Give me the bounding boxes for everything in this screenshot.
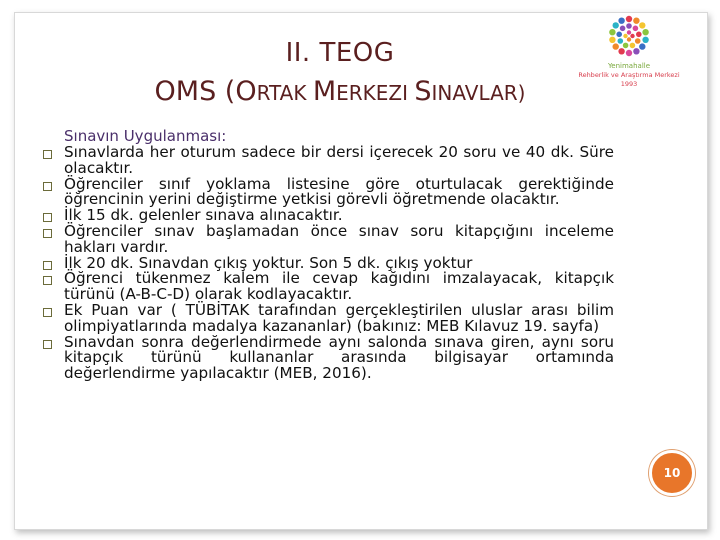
logo-dot <box>626 16 632 22</box>
title-oms: OMS (O <box>154 76 257 107</box>
logo-dot <box>626 23 632 29</box>
title-rtak: RTAK <box>256 81 313 105</box>
logo-dot <box>623 34 627 38</box>
logo-dot <box>633 18 639 24</box>
bullet-item: Öğrenciler sınıf yoklama listesine göre oturtulacak gerektiğinde öğrencinin yerini değiştirme yetkisi görevli öğretmende olacaktır. <box>40 177 614 209</box>
logo-dot <box>642 29 648 35</box>
logo-dot <box>609 37 615 43</box>
page-number-badge: 10 <box>649 450 695 496</box>
logo-dot <box>642 37 648 43</box>
logo-dot <box>613 43 619 49</box>
logo-dot <box>639 22 645 28</box>
title-erkezi: ERKEZI <box>336 81 415 105</box>
title-s: S <box>414 76 432 107</box>
bullet-item: Öğrenciler sınav başlamadan önce sınav soru kitapçığını inceleme hakları vardır. <box>40 224 614 256</box>
logo-dot <box>609 29 615 35</box>
bullet-item: Ek Puan var ( TÜBİTAK tarafından gerçekleştirilen uluslar arası bilim olimpiyatlarında madalya kazananlar) (bakınız: MEB Kılavuz 19. sayfa) <box>40 303 614 335</box>
square-bullet-icon <box>43 182 52 191</box>
logo-dot <box>633 26 639 32</box>
slide-title-line2 <box>70 76 610 107</box>
square-bullet-icon <box>43 150 52 159</box>
logo-dot <box>618 18 624 24</box>
title-m: M <box>312 76 337 107</box>
square-bullet-icon <box>43 229 52 238</box>
logo-dots-icon <box>609 16 649 56</box>
square-bullet-icon <box>43 276 52 285</box>
logo-dot <box>633 48 639 54</box>
logo-dot <box>627 30 631 34</box>
bullet-item: İlk 20 dk. Sınavdan çıkış yoktur. Son 5 dk. çıkış yoktur <box>40 256 614 272</box>
logo-dot <box>627 37 631 41</box>
logo-dot <box>623 43 629 49</box>
square-bullet-icon <box>43 261 52 270</box>
logo-text-line3: 1993 <box>620 80 638 88</box>
slide-content <box>40 127 614 382</box>
logo-dot <box>618 48 624 54</box>
subheading: Sınavın Uygulanması: <box>64 127 227 145</box>
square-bullet-icon <box>43 213 52 222</box>
bullet-item: İlk 15 dk. gelenler sınava alınacaktır. <box>40 208 614 224</box>
logo-dot <box>616 32 622 38</box>
square-bullet-icon <box>43 308 52 317</box>
logo-dot <box>613 22 619 28</box>
logo-dot <box>630 43 636 49</box>
logo-text-line1: Yenimahalle <box>607 62 651 70</box>
logo-text-line2: Rehberlik ve Araştırma Merkezi <box>578 71 680 79</box>
logo-dot <box>618 38 624 44</box>
title-navlar: INAVLAR) <box>431 81 526 105</box>
bullet-item: Sınavdan sonra değerlendirmede aynı salonda sınava giren, aynı soru kitapçık türünü kullananlar arasında bilgisayar ortamında değerlendirme yapılacaktır (MEB, 2016). <box>40 335 614 382</box>
logo-dot <box>636 32 642 38</box>
square-bullet-icon <box>43 340 52 349</box>
logo-dot <box>626 50 632 56</box>
logo-dot <box>630 34 634 38</box>
logo-dot <box>639 43 645 49</box>
logo-dot <box>635 38 641 44</box>
logo-dot <box>620 26 626 32</box>
slide-title-line1: II. TEOG <box>285 38 395 68</box>
bullet-item: Sınavlarda her oturum sadece bir dersi içerecek 20 soru ve 40 dk. Süre olacaktır. <box>40 145 614 177</box>
bullet-item: Öğrenci tükenmez kalem ile cevap kağıdını imzalayacak, kitapçık türünü (A-B-C-D) olarak kodlayacaktır. <box>40 271 614 303</box>
